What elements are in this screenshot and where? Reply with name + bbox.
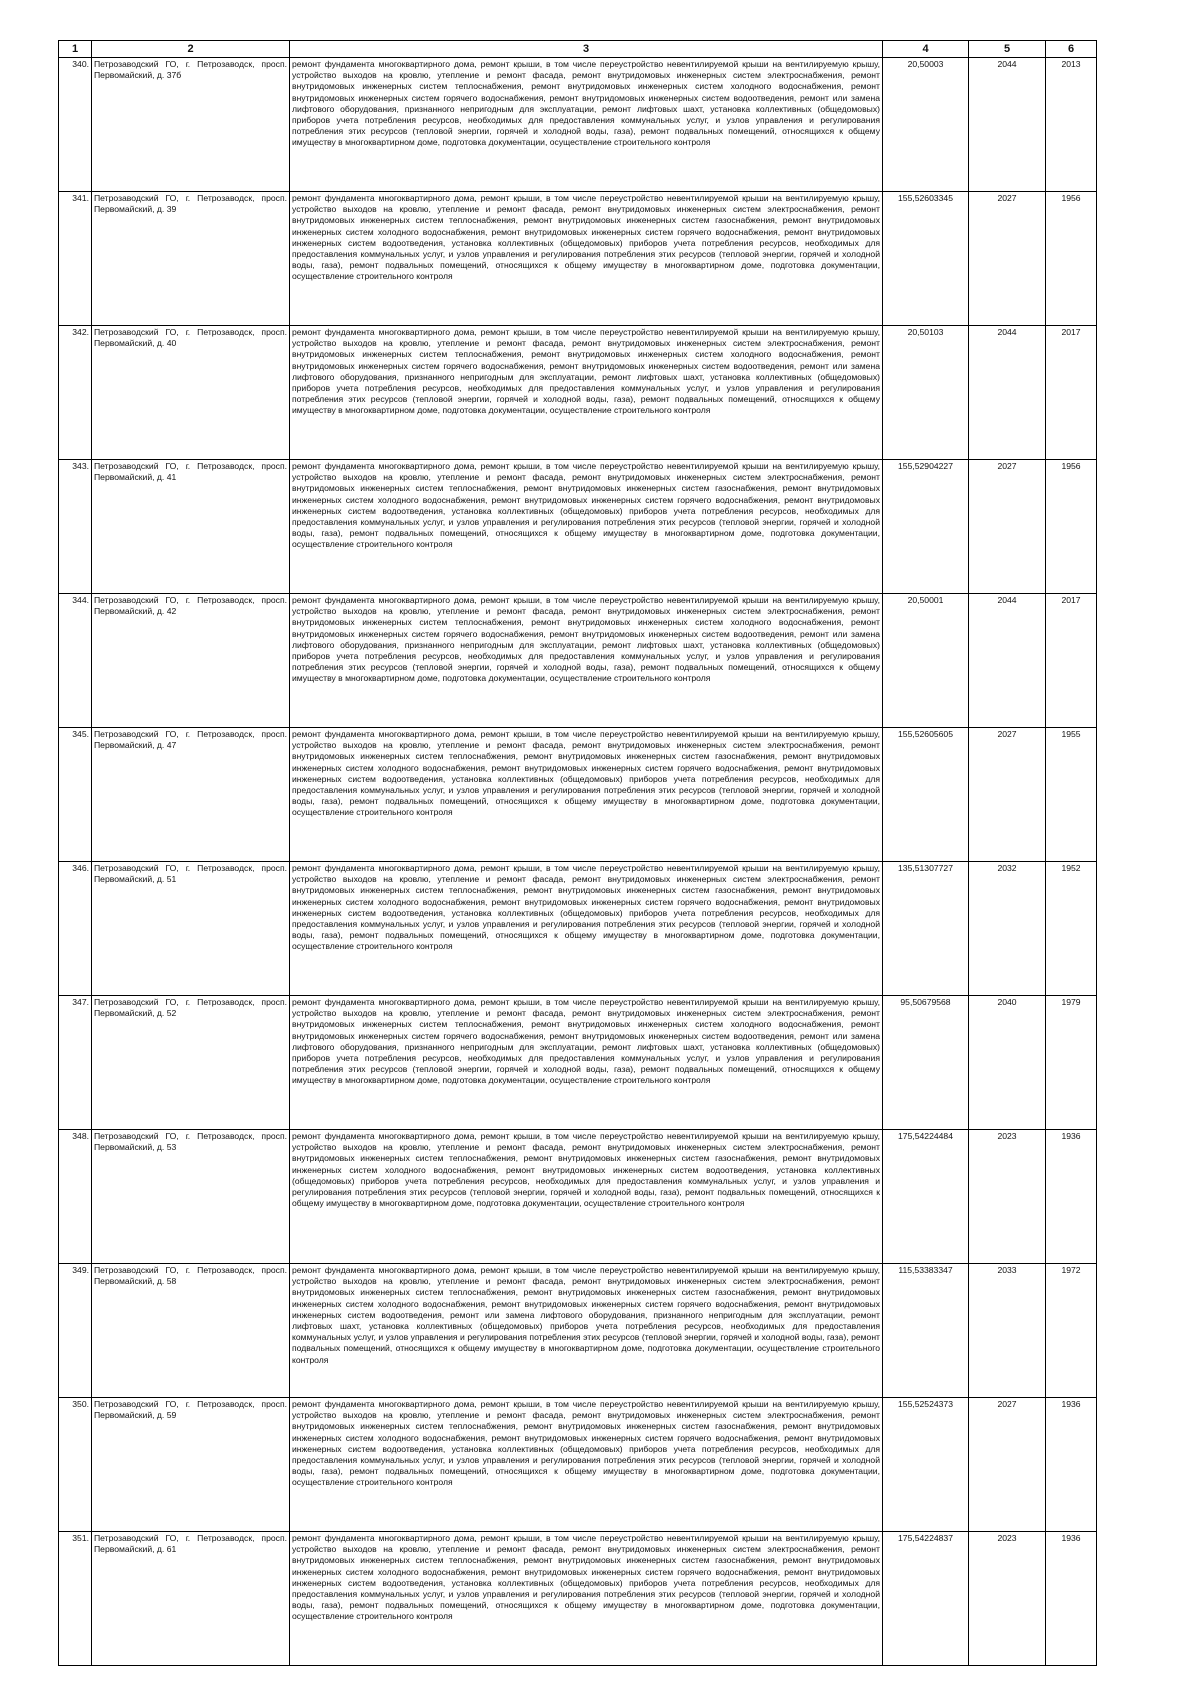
built-year-cell: 1956 xyxy=(1046,460,1097,594)
built-year-cell: 1936 xyxy=(1046,1130,1097,1264)
built-year-cell: 1979 xyxy=(1046,996,1097,1130)
works-cell: ремонт фундамента многоквартирного дома, ремонт крыши, в том числе переустройство невентилируемой крыши на вентилируемую крышу, устройство выходов на кровлю, утепление и ремонт фасада, ремонт внутридомовых инженерных систем электроснабжения, ремонт внутридомовых инженерных систем теплоснабжения, ремонт внутридомовых инженерных систем газоснабжения, ремонт внутридомовых инженерных систем холодного водоснабжения, ремонт внутридомовых инженерных систем горячего водоснабжения, ремонт внутридомовых инженерных систем водоотведения, установка коллективных (общедомовых) приборов учета потребления ресурсов, необходимых для предоставления коммунальных услуг, и узлов управления и регулирования потребления этих ресурсов (тепловой энергии, горячей и холодной воды, газа), ремонт подвальных помещений, относящихся к общему имуществу в многоквартирном доме, подготовка документации, осуществление строительного контроля xyxy=(290,1398,883,1532)
column-header: 2 xyxy=(92,41,290,58)
table-row xyxy=(59,58,1097,192)
value-cell: 155,52904227 xyxy=(883,460,969,594)
address-cell: Петрозаводский ГО, г. Петрозаводск, просп. Первомайский, д. 53 xyxy=(92,1130,290,1264)
works-cell: ремонт фундамента многоквартирного дома, ремонт крыши, в том числе переустройство невентилируемой крыши на вентилируемую крышу, устройство выходов на кровлю, утепление и ремонт фасада, ремонт внутридомовых инженерных систем электроснабжения, ремонт внутридомовых инженерных систем теплоснабжения, ремонт внутридомовых инженерных систем холодного водоснабжения, ремонт внутридомовых инженерных систем горячего водоснабжения, ремонт внутридомовых инженерных систем водоотведения, ремонт или замена лифтового оборудования, признанного непригодным для эксплуатации, ремонт лифтовых шахт, установка коллективных (общедомовых) приборов учета потребления ресурсов, необходимых для предоставления коммунальных услуг, и узлов управления и регулирования потребления этих ресурсов (тепловой энергии, горячей и холодной воды, газа), ремонт подвальных помещений, относящихся к общему имуществу в многоквартирном доме, подготовка документации, осуществление строительного контроля xyxy=(290,594,883,728)
table-row xyxy=(59,1532,1097,1666)
value-cell: 95,50679568 xyxy=(883,996,969,1130)
works-cell: ремонт фундамента многоквартирного дома, ремонт крыши, в том числе переустройство невентилируемой крыши на вентилируемую крышу, устройство выходов на кровлю, утепление и ремонт фасада, ремонт внутридомовых инженерных систем электроснабжения, ремонт внутридомовых инженерных систем теплоснабжения, ремонт внутридомовых инженерных систем газоснабжения, ремонт внутридомовых инженерных систем холодного водоснабжения, ремонт внутридомовых инженерных систем горячего водоснабжения, ремонт внутридомовых инженерных систем водоотведения, установка коллективных (общедомовых) приборов учета потребления ресурсов, необходимых для предоставления коммунальных услуг, и узлов управления и регулирования потребления этих ресурсов (тепловой энергии, горячей и холодной воды, газа), ремонт подвальных помещений, относящихся к общему имуществу в многоквартирном доме, подготовка документации, осуществление строительного контроля xyxy=(290,728,883,862)
value-cell: 155,52605605 xyxy=(883,728,969,862)
row-number-cell: 348. xyxy=(59,1130,92,1264)
planned-year-cell: 2023 xyxy=(969,1532,1046,1666)
works-cell: ремонт фундамента многоквартирного дома, ремонт крыши, в том числе переустройство невентилируемой крыши на вентилируемую крышу, устройство выходов на кровлю, утепление и ремонт фасада, ремонт внутридомовых инженерных систем электроснабжения, ремонт внутридомовых инженерных систем теплоснабжения, ремонт внутридомовых инженерных систем холодного водоснабжения, ремонт внутридомовых инженерных систем горячего водоснабжения, ремонт внутридомовых инженерных систем водоотведения, ремонт или замена лифтового оборудования, признанного непригодным для эксплуатации, ремонт лифтовых шахт, установка коллективных (общедомовых) приборов учета потребления ресурсов, необходимых для предоставления коммунальных услуг, и узлов управления и регулирования потребления этих ресурсов (тепловой энергии, горячей и холодной воды, газа), ремонт подвальных помещений, относящихся к общему имуществу в многоквартирном доме, подготовка документации, осуществление строительного контроля xyxy=(290,326,883,460)
works-cell: ремонт фундамента многоквартирного дома, ремонт крыши, в том числе переустройство невентилируемой крыши на вентилируемую крышу, устройство выходов на кровлю, утепление и ремонт фасада, ремонт внутридомовых инженерных систем электроснабжения, ремонт внутридомовых инженерных систем теплоснабжения, ремонт внутридомовых инженерных систем холодного водоснабжения, ремонт внутридомовых инженерных систем горячего водоснабжения, ремонт внутридомовых инженерных систем водоотведения, ремонт или замена лифтового оборудования, признанного непригодным для эксплуатации, ремонт лифтовых шахт, установка коллективных (общедомовых) приборов учета потребления ресурсов, необходимых для предоставления коммунальных услуг, и узлов управления и регулирования потребления этих ресурсов (тепловой энергии, горячей и холодной воды, газа), ремонт подвальных помещений, относящихся к общему имуществу в многоквартирном доме, подготовка документации, осуществление строительного контроля xyxy=(290,996,883,1130)
works-cell: ремонт фундамента многоквартирного дома, ремонт крыши, в том числе переустройство невентилируемой крыши на вентилируемую крышу, устройство выходов на кровлю, утепление и ремонт фасада, ремонт внутридомовых инженерных систем электроснабжения, ремонт внутридомовых инженерных систем теплоснабжения, ремонт внутридомовых инженерных систем газоснабжения, ремонт внутридомовых инженерных систем холодного водоснабжения, ремонт внутридомовых инженерных систем горячего водоснабжения, ремонт внутридомовых инженерных систем водоотведения, установка коллективных (общедомовых) приборов учета потребления ресурсов, необходимых для предоставления коммунальных услуг, и узлов управления и регулирования потребления этих ресурсов (тепловой энергии, горячей и холодной воды, газа), ремонт подвальных помещений, относящихся к общему имуществу в многоквартирном доме, подготовка документации, осуществление строительного контроля xyxy=(290,1532,883,1666)
address-cell: Петрозаводский ГО, г. Петрозаводск, просп. Первомайский, д. 58 xyxy=(92,1264,290,1398)
planned-year-cell: 2027 xyxy=(969,192,1046,326)
address-cell: Петрозаводский ГО, г. Петрозаводск, просп. Первомайский, д. 59 xyxy=(92,1398,290,1532)
address-cell: Петрозаводский ГО, г. Петрозаводск, просп. Первомайский, д. 39 xyxy=(92,192,290,326)
address-cell: Петрозаводский ГО, г. Петрозаводск, просп. Первомайский, д. 37б xyxy=(92,58,290,192)
row-number-cell: 343. xyxy=(59,460,92,594)
built-year-cell: 1955 xyxy=(1046,728,1097,862)
table-row xyxy=(59,1130,1097,1264)
works-cell: ремонт фундамента многоквартирного дома, ремонт крыши, в том числе переустройство невентилируемой крыши на вентилируемую крышу, устройство выходов на кровлю, утепление и ремонт фасада, ремонт внутридомовых инженерных систем электроснабжения, ремонт внутридомовых инженерных систем теплоснабжения, ремонт внутридомовых инженерных систем газоснабжения, ремонт внутридомовых инженерных систем холодного водоснабжения, ремонт внутридомовых инженерных систем горячего водоснабжения, ремонт внутридомовых инженерных систем водоотведения, ремонт или замена лифтового оборудования, признанного непригодным для эксплуатации, ремонт лифтовых шахт, установка коллективных (общедомовых) приборов учета потребления ресурсов, необходимых для предоставления коммунальных услуг, и узлов управления и регулирования потребления этих ресурсов (тепловой энергии, горячей и холодной воды, газа), ремонт подвальных помещений, относящихся к общему имуществу в многоквартирном доме, подготовка документации, осуществление строительного контроля xyxy=(290,1264,883,1398)
address-cell: Петрозаводский ГО, г. Петрозаводск, просп. Первомайский, д. 41 xyxy=(92,460,290,594)
row-number-cell: 350. xyxy=(59,1398,92,1532)
works-cell: ремонт фундамента многоквартирного дома, ремонт крыши, в том числе переустройство невентилируемой крыши на вентилируемую крышу, устройство выходов на кровлю, утепление и ремонт фасада, ремонт внутридомовых инженерных систем электроснабжения, ремонт внутридомовых инженерных систем теплоснабжения, ремонт внутридомовых инженерных систем газоснабжения, ремонт внутридомовых инженерных систем холодного водоснабжения, ремонт внутридомовых инженерных систем горячего водоснабжения, ремонт внутридомовых инженерных систем водоотведения, установка коллективных (общедомовых) приборов учета потребления ресурсов, необходимых для предоставления коммунальных услуг, и узлов управления и регулирования потребления этих ресурсов (тепловой энергии, горячей и холодной воды, газа), ремонт подвальных помещений, относящихся к общему имуществу в многоквартирном доме, подготовка документации, осуществление строительного контроля xyxy=(290,460,883,594)
table-row xyxy=(59,728,1097,862)
built-year-cell: 1972 xyxy=(1046,1264,1097,1398)
value-cell: 20,50103 xyxy=(883,326,969,460)
row-number-cell: 342. xyxy=(59,326,92,460)
address-cell: Петрозаводский ГО, г. Петрозаводск, просп. Первомайский, д. 52 xyxy=(92,996,290,1130)
planned-year-cell: 2044 xyxy=(969,58,1046,192)
value-cell: 155,52603345 xyxy=(883,192,969,326)
value-cell: 115,53383347 xyxy=(883,1264,969,1398)
address-cell: Петрозаводский ГО, г. Петрозаводск, просп. Первомайский, д. 42 xyxy=(92,594,290,728)
planned-year-cell: 2044 xyxy=(969,594,1046,728)
table-row xyxy=(59,192,1097,326)
planned-year-cell: 2032 xyxy=(969,862,1046,996)
works-cell: ремонт фундамента многоквартирного дома, ремонт крыши, в том числе переустройство невентилируемой крыши на вентилируемую крышу, устройство выходов на кровлю, утепление и ремонт фасада, ремонт внутридомовых инженерных систем электроснабжения, ремонт внутридомовых инженерных систем теплоснабжения, ремонт внутридомовых инженерных систем газоснабжения, ремонт внутридомовых инженерных систем холодного водоснабжения, ремонт внутридомовых инженерных систем горячего водоснабжения, ремонт внутридомовых инженерных систем водоотведения, установка коллективных (общедомовых) приборов учета потребления ресурсов, необходимых для предоставления коммунальных услуг, и узлов управления и регулирования потребления этих ресурсов (тепловой энергии, горячей и холодной воды, газа), ремонт подвальных помещений, относящихся к общему имуществу в многоквартирном доме, подготовка документации, осуществление строительного контроля xyxy=(290,862,883,996)
row-number-cell: 349. xyxy=(59,1264,92,1398)
works-cell: ремонт фундамента многоквартирного дома, ремонт крыши, в том числе переустройство невентилируемой крыши на вентилируемую крышу, устройство выходов на кровлю, утепление и ремонт фасада, ремонт внутридомовых инженерных систем электроснабжения, ремонт внутридомовых инженерных систем теплоснабжения, ремонт внутридомовых инженерных систем холодного водоснабжения, ремонт внутридомовых инженерных систем горячего водоснабжения, ремонт внутридомовых инженерных систем водоотведения, ремонт или замена лифтового оборудования, признанного непригодным для эксплуатации, ремонт лифтовых шахт, установка коллективных (общедомовых) приборов учета потребления ресурсов, необходимых для предоставления коммунальных услуг, и узлов управления и регулирования потребления этих ресурсов (тепловой энергии, горячей и холодной воды, газа), ремонт подвальных помещений, относящихся к общему имуществу в многоквартирном доме, подготовка документации, осуществление строительного контроля xyxy=(290,58,883,192)
planned-year-cell: 2027 xyxy=(969,728,1046,862)
value-cell: 175,54224484 xyxy=(883,1130,969,1264)
value-cell: 20,50001 xyxy=(883,594,969,728)
value-cell: 155,52524373 xyxy=(883,1398,969,1532)
works-cell: ремонт фундамента многоквартирного дома, ремонт крыши, в том числе переустройство невентилируемой крыши на вентилируемую крышу, устройство выходов на кровлю, утепление и ремонт фасада, ремонт внутридомовых инженерных систем электроснабжения, ремонт внутридомовых инженерных систем теплоснабжения, ремонт внутридомовых инженерных систем газоснабжения, ремонт внутридомовых инженерных систем холодного водоснабжения, ремонт внутридомовых инженерных систем водоотведения, установка коллективных (общедомовых) приборов учета потребления ресурсов, необходимых для предоставления коммунальных услуг, и узлов управления и регулирования потребления этих ресурсов (тепловой энергии, горячей и холодной воды, газа), ремонт подвальных помещений, относящихся к общему имуществу в многоквартирном доме, подготовка документации, осуществление строительного контроля xyxy=(290,1130,883,1264)
row-number-cell: 341. xyxy=(59,192,92,326)
address-cell: Петрозаводский ГО, г. Петрозаводск, просп. Первомайский, д. 47 xyxy=(92,728,290,862)
row-number-cell: 340. xyxy=(59,58,92,192)
column-header: 3 xyxy=(290,41,883,58)
planned-year-cell: 2044 xyxy=(969,326,1046,460)
column-header: 5 xyxy=(969,41,1046,58)
document-page xyxy=(58,40,1096,1666)
table-row xyxy=(59,460,1097,594)
table-row xyxy=(59,326,1097,460)
built-year-cell: 2013 xyxy=(1046,58,1097,192)
row-number-cell: 344. xyxy=(59,594,92,728)
value-cell: 20,50003 xyxy=(883,58,969,192)
planned-year-cell: 2027 xyxy=(969,1398,1046,1532)
row-number-cell: 345. xyxy=(59,728,92,862)
built-year-cell: 1956 xyxy=(1046,192,1097,326)
built-year-cell: 1952 xyxy=(1046,862,1097,996)
value-cell: 175,54224837 xyxy=(883,1532,969,1666)
built-year-cell: 2017 xyxy=(1046,594,1097,728)
planned-year-cell: 2027 xyxy=(969,460,1046,594)
planned-year-cell: 2040 xyxy=(969,996,1046,1130)
value-cell: 135,51307727 xyxy=(883,862,969,996)
address-cell: Петрозаводский ГО, г. Петрозаводск, просп. Первомайский, д. 40 xyxy=(92,326,290,460)
row-number-cell: 351. xyxy=(59,1532,92,1666)
address-cell: Петрозаводский ГО, г. Петрозаводск, просп. Первомайский, д. 61 xyxy=(92,1532,290,1666)
column-header: 4 xyxy=(883,41,969,58)
header-row xyxy=(59,41,1097,58)
capital-repair-table xyxy=(58,40,1097,1666)
table-row xyxy=(59,1398,1097,1532)
planned-year-cell: 2023 xyxy=(969,1130,1046,1264)
works-cell: ремонт фундамента многоквартирного дома, ремонт крыши, в том числе переустройство невентилируемой крыши на вентилируемую крышу, устройство выходов на кровлю, утепление и ремонт фасада, ремонт внутридомовых инженерных систем электроснабжения, ремонт внутридомовых инженерных систем теплоснабжения, ремонт внутридомовых инженерных систем газоснабжения, ремонт внутридомовых инженерных систем холодного водоснабжения, ремонт внутридомовых инженерных систем горячего водоснабжения, ремонт внутридомовых инженерных систем водоотведения, установка коллективных (общедомовых) приборов учета потребления ресурсов, необходимых для предоставления коммунальных услуг, и узлов управления и регулирования потребления этих ресурсов (тепловой энергии, горячей и холодной воды, газа), ремонт подвальных помещений, относящихся к общему имуществу в многоквартирном доме, подготовка документации, осуществление строительного контроля xyxy=(290,192,883,326)
table-row xyxy=(59,996,1097,1130)
table-row xyxy=(59,862,1097,996)
built-year-cell: 1936 xyxy=(1046,1532,1097,1666)
row-number-cell: 346. xyxy=(59,862,92,996)
built-year-cell: 1936 xyxy=(1046,1398,1097,1532)
table-row xyxy=(59,594,1097,728)
address-cell: Петрозаводский ГО, г. Петрозаводск, просп. Первомайский, д. 51 xyxy=(92,862,290,996)
row-number-cell: 347. xyxy=(59,996,92,1130)
table-row xyxy=(59,1264,1097,1398)
column-header: 1 xyxy=(59,41,92,58)
column-header: 6 xyxy=(1046,41,1097,58)
built-year-cell: 2017 xyxy=(1046,326,1097,460)
planned-year-cell: 2033 xyxy=(969,1264,1046,1398)
